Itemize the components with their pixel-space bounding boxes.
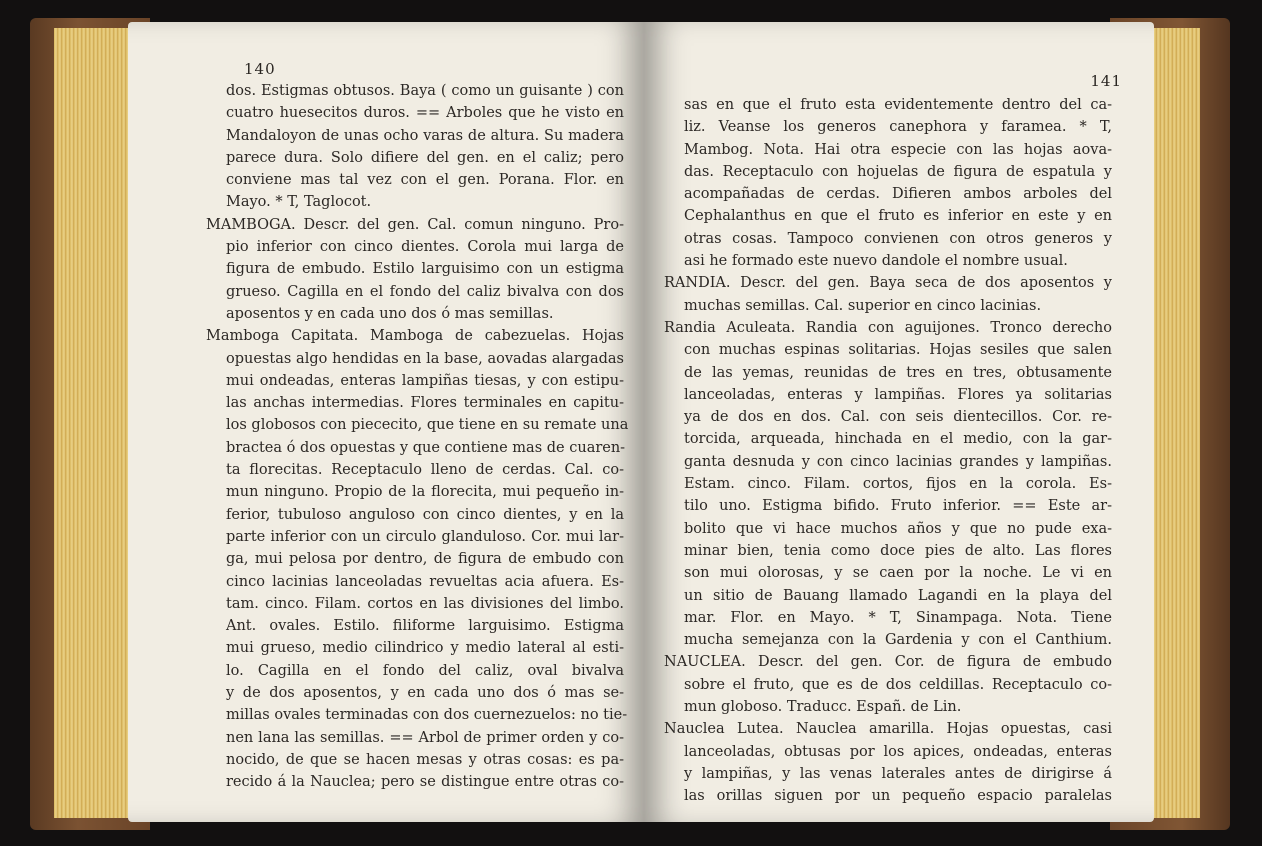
text-line: las orillas siguen por un pequeño espacio paralelas [684, 788, 1112, 805]
text-line: de las yemas, reunidas de tres en tres, obtusamente [684, 364, 1112, 381]
text-line: muchas semillas. Cal. superior en cinco lacinias. [684, 297, 1042, 314]
text-line: un sitio de Bauang llamado Lagandi en la playa del [684, 587, 1112, 604]
text-line: grueso. Cagilla en el fondo del caliz bivalva con dos [226, 283, 624, 300]
text-line: ya de dos en dos. Cal. con seis dientecillos. Cor. re- [684, 409, 1112, 426]
text-line: mucha semejanza con la Gardenia y con el Canthium. [684, 632, 1112, 649]
text-line: sas en que el fruto esta evidentemente dentro del ca- [684, 97, 1112, 113]
text-line: y de dos aposentos, y en cada uno dos ó mas se- [226, 685, 624, 702]
left-page [128, 22, 644, 822]
text-line: Cephalanthus en que el fruto es inferior en este y en [684, 208, 1112, 225]
left-page-text [206, 80, 629, 794]
text-line: nen lana las semillas. == Arbol de primer orden y co- [226, 729, 624, 746]
right-page [644, 22, 1154, 822]
text-line: ganta desnuda y con cinco lacinias grandes y lampiñas. [684, 453, 1112, 470]
text-line: asi he formado este nuevo dandole el nombre usual. [684, 253, 1068, 270]
text-line: son mui olorosas, y se caen por la noche. Le vi en [684, 565, 1112, 582]
text-line: lo. Cagilla en el fondo del caliz, oval bivalva [226, 662, 624, 679]
text-line: mar. Flor. en Mayo. * T, Sinampaga. Nota. Tiene [684, 609, 1112, 626]
text-line: cinco lacinias lanceoladas revueltas acia afuera. Es- [226, 573, 624, 590]
text-line: Randia Aculeata. Randia con aguijones. Tronco derecho [664, 319, 1112, 336]
text-line: liz. Veanse los generos canephora y faramea. * T, [684, 119, 1112, 136]
text-line: torcida, arqueada, hinchada en el medio, con la gar- [684, 431, 1112, 448]
text-line: ga, mui pelosa por dentro, de figura de embudo con [226, 551, 624, 568]
text-line: bractea ó dos opuestas y que contiene mas de cuaren- [226, 439, 626, 456]
text-line: NAUCLEA. Descr. del gen. Cor. de figura de embudo [664, 654, 1112, 671]
text-line: con muchas espinas solitarias. Hojas sesiles que salen [684, 342, 1112, 359]
text-line: das. Receptaculo con hojuelas de figura de espatula y [684, 163, 1112, 180]
text-line: ta florecitas. Receptaculo lleno de cerdas. Cal. co- [226, 462, 624, 479]
text-line: opuestas algo hendidas en la base, aovadas alargadas [226, 350, 624, 367]
text-line: mui ondeadas, enteras lampiñas tiesas, y con estipu- [226, 372, 624, 389]
text-line: ferior, tubuloso anguloso con cinco dientes, y en la [226, 506, 624, 523]
text-line: recido á la Nauclea; pero se distingue entre otras co- [226, 774, 624, 791]
text-line: acompañadas de cerdas. Difieren ambos arboles del [684, 186, 1112, 203]
text-line: Mayo. * T, Taglocot. [226, 194, 372, 211]
text-line: mun ninguno. Propio de la florecita, mui pequeño in- [226, 484, 624, 501]
text-line: parte inferior con un circulo glanduloso. Cor. mui lar- [226, 528, 624, 545]
text-line: conviene mas tal vez con el gen. Porana. Flor. en [226, 172, 624, 189]
text-line: parece dura. Solo difiere del gen. en el caliz; pero [226, 149, 624, 166]
text-line: pio inferior con cinco dientes. Corola mui larga de [226, 239, 624, 256]
text-line: Mamboga Capitata. Mamboga de cabezuelas. Hojas [206, 328, 624, 345]
text-line: tilo uno. Estigma bifido. Fruto inferior. == Este ar- [684, 498, 1112, 515]
text-line: dos. Estigmas obtusos. Baya ( como un guisante ) con [226, 83, 624, 99]
text-line: lanceoladas, enteras y lampiñas. Flores ya solitarias [684, 386, 1112, 403]
text-line: las anchas intermedias. Flores terminales en capitu- [226, 395, 624, 412]
text-line: Mandaloyon de unas ocho varas de altura. Su madera [226, 127, 624, 144]
text-line: mui grueso, medio cilindrico y medio lateral al esti- [226, 640, 624, 657]
right-page-text [664, 94, 1112, 808]
text-line: los globosos con piececito, que tiene en su remate una [226, 417, 629, 434]
text-line: lanceoladas, obtusas por los apices, ondeadas, enteras [684, 743, 1112, 760]
left-page-edges [54, 28, 134, 818]
text-line: Nauclea Lutea. Nauclea amarilla. Hojas opuestas, casi [664, 721, 1112, 738]
text-line: Mambog. Nota. Hai otra especie con las hojas aova- [684, 141, 1112, 158]
text-line: mun globoso. Traducc. Españ. de Lin. [684, 699, 962, 716]
text-line: MAMBOGA. Descr. del gen. Cal. comun ninguno. Pro- [206, 216, 624, 233]
text-line: Ant. ovales. Estilo. filiforme larguisimo. Estigma [226, 618, 624, 635]
text-line: y lampiñas, y las venas laterales antes de dirigirse á [684, 765, 1112, 782]
text-line: sobre el fruto, que es de dos celdillas. Receptaculo co- [684, 676, 1112, 693]
text-line: aposentos y en cada uno dos ó mas semillas. [226, 305, 554, 322]
text-line: minar bien, tenia como doce pies de alto. Las flores [684, 542, 1112, 559]
text-line: otras cosas. Tampoco convienen con otros generos y [684, 230, 1112, 247]
text-line: millas ovales terminadas con dos cuernezuelos: no tie- [226, 707, 628, 724]
text-line: Estam. cinco. Filam. cortos, fijos en la corola. Es- [684, 476, 1112, 493]
right-page-number: 141 [1090, 72, 1122, 90]
text-line: tam. cinco. Filam. cortos en las divisiones del limbo. [226, 595, 624, 612]
text-line: bolito que vi hace muchos años y que no pude exa- [684, 520, 1112, 537]
text-line: nocido, de que se hacen mesas y otras cosas: es pa- [226, 751, 624, 768]
left-page-number: 140 [244, 60, 276, 78]
text-line: RANDIA. Descr. del gen. Baya seca de dos aposentos y [664, 275, 1112, 292]
text-line: cuatro huesecitos duros. == Arboles que he visto en [226, 105, 624, 122]
text-line: figura de embudo. Estilo larguisimo con un estigma [226, 261, 624, 278]
